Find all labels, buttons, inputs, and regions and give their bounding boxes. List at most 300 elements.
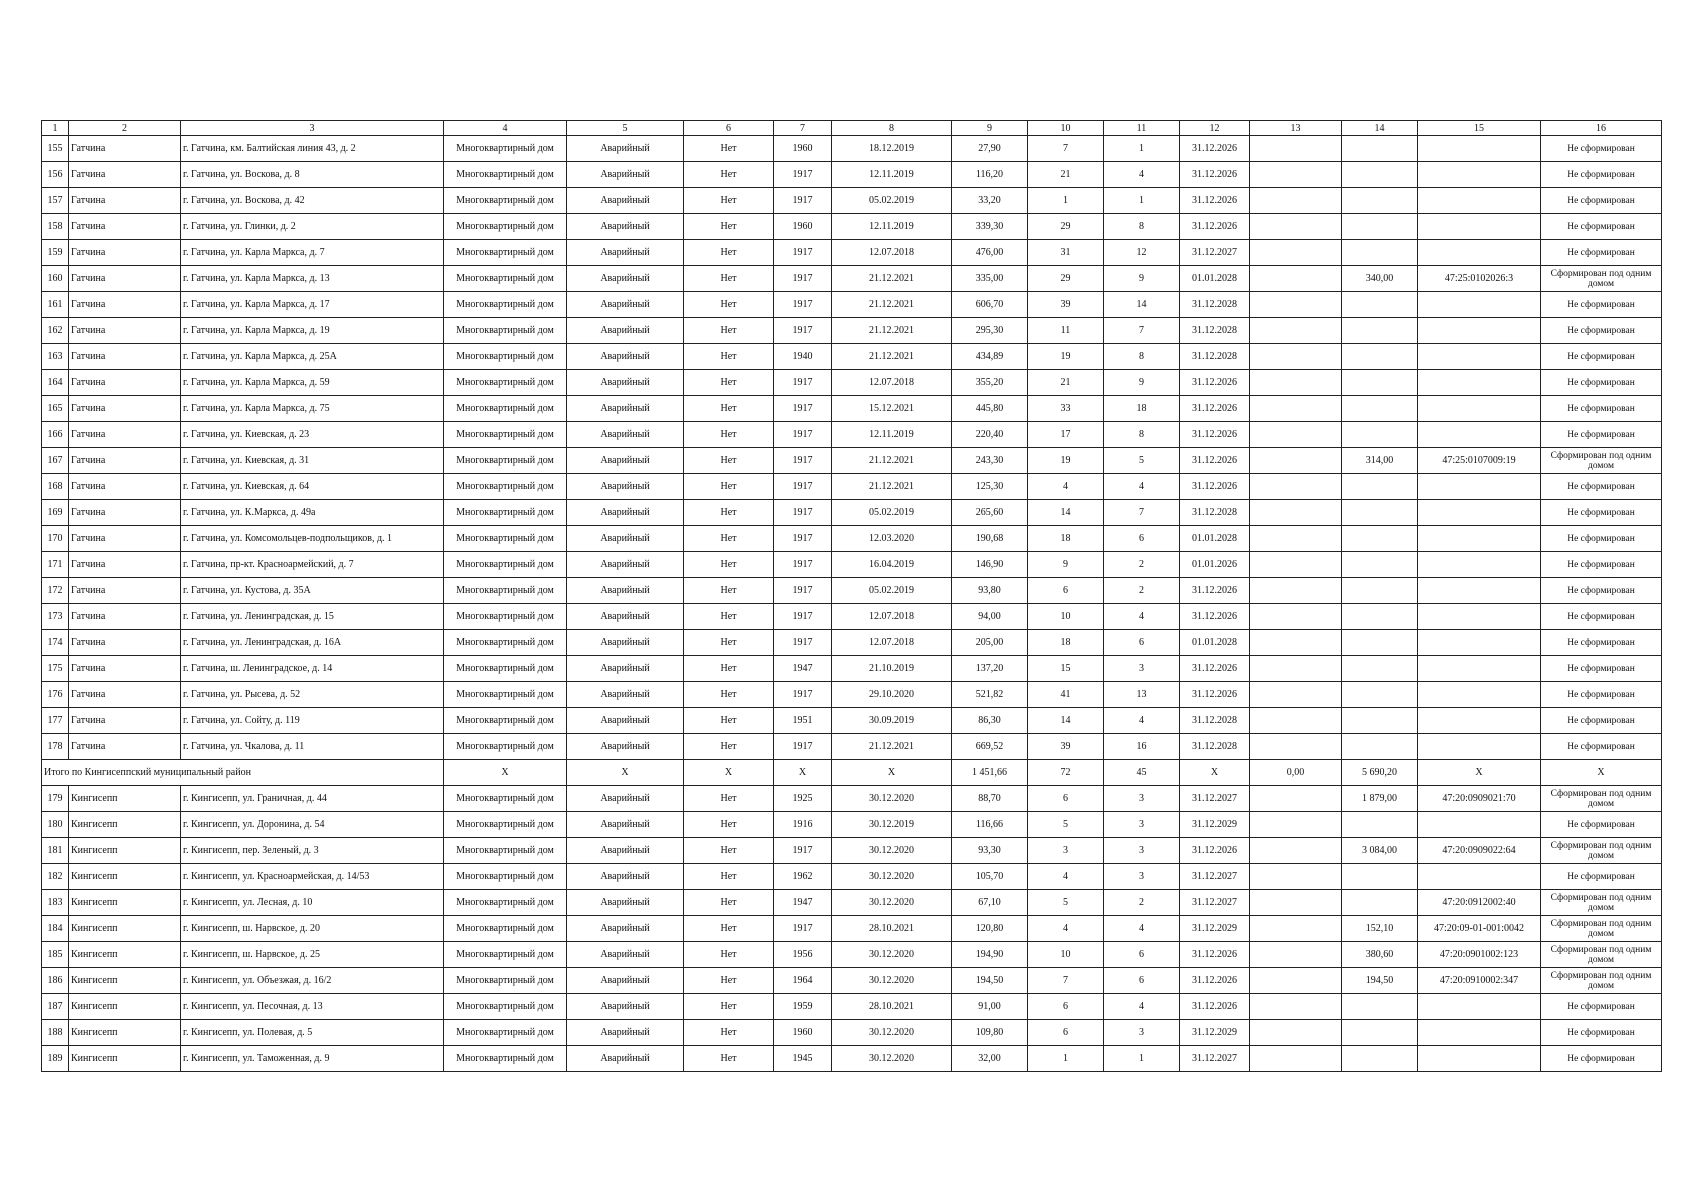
table-cell — [1250, 422, 1342, 448]
table-cell — [1342, 630, 1418, 656]
table-cell: Гатчина — [69, 682, 181, 708]
table-cell: 7 — [1028, 136, 1104, 162]
table-cell: Аварийный — [567, 318, 684, 344]
table-cell: Многоквартирный дом — [444, 734, 567, 760]
table-cell: Нет — [684, 136, 774, 162]
table-cell: 1917 — [774, 916, 832, 942]
table-cell: 152,10 — [1342, 916, 1418, 942]
table-cell: Гатчина — [69, 344, 181, 370]
table-cell: Многоквартирный дом — [444, 526, 567, 552]
table-cell: Не сформирован — [1541, 344, 1662, 370]
table-cell: Не сформирован — [1541, 578, 1662, 604]
table-cell: 30.12.2020 — [832, 864, 952, 890]
table-cell: Сформирован под одним домом — [1541, 916, 1662, 942]
table-cell: 3 — [1104, 786, 1180, 812]
table-cell: 177 — [42, 708, 69, 734]
table-cell: 47:20:0901002:123 — [1418, 942, 1541, 968]
table-cell — [1342, 682, 1418, 708]
table-cell: Кингисепп — [69, 968, 181, 994]
table-cell: Нет — [684, 266, 774, 292]
table-cell: Аварийный — [567, 1046, 684, 1072]
table-cell: 4 — [1104, 916, 1180, 942]
table-cell: Кингисепп — [69, 864, 181, 890]
table-cell: Многоквартирный дом — [444, 890, 567, 916]
table-cell: Нет — [684, 604, 774, 630]
table-cell: г. Гатчина, ул. Карла Маркса, д. 19 — [181, 318, 444, 344]
table-cell: 179 — [42, 786, 69, 812]
table-cell: 1917 — [774, 240, 832, 266]
table-cell — [1250, 630, 1342, 656]
table-cell: 31.12.2026 — [1180, 994, 1250, 1020]
table-cell: г. Гатчина, ул. Рысева, д. 52 — [181, 682, 444, 708]
table-cell: 340,00 — [1342, 266, 1418, 292]
table-cell: г. Гатчина, ш. Ленинградское, д. 14 — [181, 656, 444, 682]
table-row — [42, 500, 1662, 526]
table-cell: Аварийный — [567, 604, 684, 630]
table-cell: 15 — [1028, 656, 1104, 682]
table-cell: 120,80 — [952, 916, 1028, 942]
table-cell: 159 — [42, 240, 69, 266]
table-cell: 15.12.2021 — [832, 396, 952, 422]
table-cell: Гатчина — [69, 448, 181, 474]
table-cell: Многоквартирный дом — [444, 942, 567, 968]
table-cell: 39 — [1028, 734, 1104, 760]
table-cell: 47:20:09-01-001:0042 — [1418, 916, 1541, 942]
table-cell: Нет — [684, 188, 774, 214]
table-cell: 5 — [1028, 812, 1104, 838]
table-cell: 187 — [42, 994, 69, 1020]
table-cell: 380,60 — [1342, 942, 1418, 968]
table-cell — [1342, 890, 1418, 916]
table-cell: Гатчина — [69, 136, 181, 162]
table-cell: Нет — [684, 344, 774, 370]
table-cell: 12.03.2020 — [832, 526, 952, 552]
table-cell: 93,30 — [952, 838, 1028, 864]
table-cell: Многоквартирный дом — [444, 188, 567, 214]
table-cell: 2 — [1104, 552, 1180, 578]
table-cell: г. Гатчина, ул. Карла Маркса, д. 25А — [181, 344, 444, 370]
table-cell: 158 — [42, 214, 69, 240]
table-cell: 31.12.2026 — [1180, 474, 1250, 500]
table-cell: 33,20 — [952, 188, 1028, 214]
table-cell: Гатчина — [69, 630, 181, 656]
table-cell: Аварийный — [567, 344, 684, 370]
table-cell: Гатчина — [69, 370, 181, 396]
table-cell: 4 — [1104, 162, 1180, 188]
column-number-cell: 2 — [69, 121, 181, 136]
table-cell: 8 — [1104, 422, 1180, 448]
table-cell: Аварийный — [567, 214, 684, 240]
table-cell: Нет — [684, 292, 774, 318]
table-cell: Аварийный — [567, 188, 684, 214]
table-cell — [1342, 370, 1418, 396]
table-row — [42, 578, 1662, 604]
table-cell: 31.12.2028 — [1180, 734, 1250, 760]
table-cell: Сформирован под одним домом — [1541, 266, 1662, 292]
table-row — [42, 474, 1662, 500]
subtotal-cell: X — [1541, 760, 1662, 786]
table-cell: 5 — [1028, 890, 1104, 916]
table-row — [42, 318, 1662, 344]
table-row — [42, 1046, 1662, 1072]
table-cell: 7 — [1104, 318, 1180, 344]
table-cell — [1250, 474, 1342, 500]
table-cell: 180 — [42, 812, 69, 838]
table-cell: Гатчина — [69, 578, 181, 604]
table-cell: Нет — [684, 838, 774, 864]
table-cell: 12.11.2019 — [832, 162, 952, 188]
table-cell: Аварийный — [567, 292, 684, 318]
table-cell: 94,00 — [952, 604, 1028, 630]
table-cell: 4 — [1104, 604, 1180, 630]
table-cell: 105,70 — [952, 864, 1028, 890]
table-cell: Нет — [684, 162, 774, 188]
table-cell: 1 — [1028, 1046, 1104, 1072]
table-cell: 3 — [1104, 838, 1180, 864]
subtotal-label: Итого по Кингисеппский муниципальный район — [42, 760, 444, 786]
table-cell — [1250, 240, 1342, 266]
table-cell: 295,30 — [952, 318, 1028, 344]
table-row — [42, 734, 1662, 760]
table-cell: 1917 — [774, 838, 832, 864]
table-cell: г. Кингисепп, ул. Полевая, д. 5 — [181, 1020, 444, 1046]
table-cell: 31.12.2026 — [1180, 942, 1250, 968]
table-cell — [1250, 292, 1342, 318]
table-cell: 31.12.2026 — [1180, 136, 1250, 162]
table-cell: 47:25:0102026:3 — [1418, 266, 1541, 292]
table-cell: 4 — [1104, 708, 1180, 734]
table-cell: 12.07.2018 — [832, 604, 952, 630]
table-cell: 137,20 — [952, 656, 1028, 682]
table-cell: Многоквартирный дом — [444, 474, 567, 500]
table-cell: г. Гатчина, ул. Киевская, д. 64 — [181, 474, 444, 500]
table-cell: 12.07.2018 — [832, 630, 952, 656]
table-cell: Нет — [684, 474, 774, 500]
table-row — [42, 786, 1662, 812]
table-cell: 3 — [1104, 864, 1180, 890]
table-cell: 8 — [1104, 214, 1180, 240]
table-cell: Гатчина — [69, 188, 181, 214]
table-cell: Нет — [684, 968, 774, 994]
table-cell: 18.12.2019 — [832, 136, 952, 162]
table-cell: 1964 — [774, 968, 832, 994]
table-cell — [1342, 1020, 1418, 1046]
table-cell: Многоквартирный дом — [444, 370, 567, 396]
table-cell: 01.01.2028 — [1180, 526, 1250, 552]
table-cell: 30.09.2019 — [832, 708, 952, 734]
subtotal-cell: 72 — [1028, 760, 1104, 786]
table-cell — [1250, 500, 1342, 526]
table-cell: Нет — [684, 656, 774, 682]
table-cell: 29.10.2020 — [832, 682, 952, 708]
table-cell: 188 — [42, 1020, 69, 1046]
table-cell: Не сформирован — [1541, 136, 1662, 162]
table-cell: 14 — [1028, 708, 1104, 734]
table-cell: г. Гатчина, ул. Карла Маркса, д. 75 — [181, 396, 444, 422]
table-cell: Не сформирован — [1541, 474, 1662, 500]
table-cell: 1960 — [774, 136, 832, 162]
table-cell — [1250, 318, 1342, 344]
table-row — [42, 630, 1662, 656]
table-cell: Гатчина — [69, 604, 181, 630]
table-row — [42, 656, 1662, 682]
table-cell: 31.12.2027 — [1180, 240, 1250, 266]
table-cell: г. Кингисепп, ш. Нарвское, д. 20 — [181, 916, 444, 942]
table-cell: 21.12.2021 — [832, 448, 952, 474]
table-cell: Многоквартирный дом — [444, 318, 567, 344]
table-cell: 162 — [42, 318, 69, 344]
table-cell: Гатчина — [69, 708, 181, 734]
table-cell: Многоквартирный дом — [444, 916, 567, 942]
table-cell: 335,00 — [952, 266, 1028, 292]
table-cell: 31.12.2028 — [1180, 500, 1250, 526]
table-cell — [1418, 136, 1541, 162]
table-cell — [1418, 240, 1541, 266]
table-cell: 183 — [42, 890, 69, 916]
table-cell: Не сформирован — [1541, 396, 1662, 422]
table-cell: Нет — [684, 526, 774, 552]
table-cell: Аварийный — [567, 422, 684, 448]
table-cell: Аварийный — [567, 162, 684, 188]
table-cell: Аварийный — [567, 890, 684, 916]
table-cell: г. Гатчина, ул. Кустова, д. 35А — [181, 578, 444, 604]
table-cell: г. Гатчина, ул. Воскова, д. 42 — [181, 188, 444, 214]
table-cell: Аварийный — [567, 786, 684, 812]
table-cell — [1250, 136, 1342, 162]
table-row — [42, 864, 1662, 890]
table-cell: 7 — [1028, 968, 1104, 994]
table-cell: Нет — [684, 578, 774, 604]
table-row — [42, 604, 1662, 630]
table-row — [42, 994, 1662, 1020]
table-cell: Аварийный — [567, 812, 684, 838]
table-cell: 8 — [1104, 344, 1180, 370]
table-cell: 19 — [1028, 448, 1104, 474]
table-cell: Аварийный — [567, 682, 684, 708]
table-cell: 47:25:0107009:19 — [1418, 448, 1541, 474]
table-cell: Многоквартирный дом — [444, 578, 567, 604]
table-cell: Аварийный — [567, 734, 684, 760]
table-cell: 31.12.2027 — [1180, 1046, 1250, 1072]
table-cell: 1 — [1104, 1046, 1180, 1072]
table-cell: Аварийный — [567, 526, 684, 552]
table-cell: Аварийный — [567, 1020, 684, 1046]
table-cell — [1250, 864, 1342, 890]
table-cell: 14 — [1028, 500, 1104, 526]
table-cell: 1947 — [774, 890, 832, 916]
table-cell — [1418, 812, 1541, 838]
subtotal-cell: 0,00 — [1250, 760, 1342, 786]
table-cell — [1418, 292, 1541, 318]
column-number-cell: 1 — [42, 121, 69, 136]
table-cell: 21.12.2021 — [832, 474, 952, 500]
table-row — [42, 370, 1662, 396]
column-number-header — [42, 121, 1662, 136]
table-cell: Многоквартирный дом — [444, 396, 567, 422]
table-cell: 1917 — [774, 422, 832, 448]
table-cell: Аварийный — [567, 968, 684, 994]
table-cell — [1250, 656, 1342, 682]
table-cell: 31 — [1028, 240, 1104, 266]
table-cell: 31.12.2026 — [1180, 448, 1250, 474]
table-cell: Нет — [684, 552, 774, 578]
column-number-cell: 14 — [1342, 121, 1418, 136]
table-cell: 205,00 — [952, 630, 1028, 656]
table-cell: Многоквартирный дом — [444, 292, 567, 318]
table-cell — [1342, 422, 1418, 448]
table-cell — [1342, 994, 1418, 1020]
subtotal-cell: X — [1418, 760, 1541, 786]
table-cell: 16 — [1104, 734, 1180, 760]
table-cell: 9 — [1104, 266, 1180, 292]
table-cell: Нет — [684, 994, 774, 1020]
table-cell: Гатчина — [69, 240, 181, 266]
table-cell: Не сформирован — [1541, 292, 1662, 318]
table-cell: Гатчина — [69, 318, 181, 344]
table-cell: 178 — [42, 734, 69, 760]
table-cell: 91,00 — [952, 994, 1028, 1020]
column-number-cell: 15 — [1418, 121, 1541, 136]
table-cell: 18 — [1104, 396, 1180, 422]
table-cell: 47:20:0909021:70 — [1418, 786, 1541, 812]
table-cell: Аварийный — [567, 370, 684, 396]
table-cell: Нет — [684, 448, 774, 474]
table-cell: Нет — [684, 708, 774, 734]
table-cell: 171 — [42, 552, 69, 578]
table-cell: Нет — [684, 916, 774, 942]
table-cell: Не сформирован — [1541, 214, 1662, 240]
table-cell — [1250, 994, 1342, 1020]
table-cell: Многоквартирный дом — [444, 162, 567, 188]
table-cell — [1418, 578, 1541, 604]
table-row — [42, 968, 1662, 994]
table-cell: г. Кингисепп, ул. Лесная, д. 10 — [181, 890, 444, 916]
table-cell: Гатчина — [69, 500, 181, 526]
table-cell: Аварийный — [567, 578, 684, 604]
table-cell: 6 — [1104, 968, 1180, 994]
table-cell: 125,30 — [952, 474, 1028, 500]
table-cell: Нет — [684, 1020, 774, 1046]
table-cell: Не сформирован — [1541, 1046, 1662, 1072]
table-cell: 1 — [1104, 136, 1180, 162]
table-cell: 4 — [1028, 864, 1104, 890]
table-cell: Многоквартирный дом — [444, 1020, 567, 1046]
table-cell: Не сформирован — [1541, 682, 1662, 708]
table-cell: Аварийный — [567, 500, 684, 526]
table-cell: Аварийный — [567, 994, 684, 1020]
table-cell — [1250, 214, 1342, 240]
table-cell — [1250, 682, 1342, 708]
table-cell: Гатчина — [69, 214, 181, 240]
table-cell: 1956 — [774, 942, 832, 968]
table-cell — [1418, 682, 1541, 708]
column-number-cell: 11 — [1104, 121, 1180, 136]
table-cell: Гатчина — [69, 734, 181, 760]
table-cell: 2 — [1104, 890, 1180, 916]
table-cell: 31.12.2026 — [1180, 968, 1250, 994]
table-row — [42, 266, 1662, 292]
column-number-cell: 12 — [1180, 121, 1250, 136]
table-cell: г. Кингисепп, ш. Нарвское, д. 25 — [181, 942, 444, 968]
table-cell: Не сформирован — [1541, 188, 1662, 214]
table-cell: Гатчина — [69, 292, 181, 318]
table-cell: 1947 — [774, 656, 832, 682]
table-cell: Сформирован под одним домом — [1541, 968, 1662, 994]
table-cell: 01.01.2028 — [1180, 630, 1250, 656]
table-cell: Аварийный — [567, 630, 684, 656]
table-cell: 4 — [1104, 994, 1180, 1020]
table-cell — [1418, 162, 1541, 188]
table-cell: 31.12.2029 — [1180, 1020, 1250, 1046]
table-cell: 31.12.2026 — [1180, 422, 1250, 448]
table-cell: 1925 — [774, 786, 832, 812]
table-cell: 9 — [1028, 552, 1104, 578]
table-cell — [1418, 604, 1541, 630]
table-cell: Нет — [684, 500, 774, 526]
table-cell: 6 — [1028, 1020, 1104, 1046]
table-cell: Не сформирован — [1541, 552, 1662, 578]
table-cell: Нет — [684, 214, 774, 240]
table-cell: Многоквартирный дом — [444, 786, 567, 812]
table-cell: Многоквартирный дом — [444, 214, 567, 240]
table-cell: 31.12.2028 — [1180, 292, 1250, 318]
table-cell — [1418, 214, 1541, 240]
table-cell — [1250, 162, 1342, 188]
table-cell: 1917 — [774, 292, 832, 318]
table-cell: 161 — [42, 292, 69, 318]
table-cell: 1917 — [774, 188, 832, 214]
table-cell: 39 — [1028, 292, 1104, 318]
table-cell: 18 — [1028, 526, 1104, 552]
table-cell: Не сформирован — [1541, 240, 1662, 266]
subtotal-cell: X — [774, 760, 832, 786]
table-cell: 314,00 — [1342, 448, 1418, 474]
table-cell: г. Гатчина, ул. Карла Маркса, д. 7 — [181, 240, 444, 266]
table-cell: Кингисепп — [69, 994, 181, 1020]
table-cell: 47:20:0909022:64 — [1418, 838, 1541, 864]
table-row — [42, 942, 1662, 968]
table-cell — [1342, 864, 1418, 890]
table-cell — [1342, 292, 1418, 318]
table-cell: 16.04.2019 — [832, 552, 952, 578]
table-cell — [1418, 734, 1541, 760]
table-cell: 169 — [42, 500, 69, 526]
table-cell: 31.12.2026 — [1180, 370, 1250, 396]
table-cell: г. Кингисепп, ул. Песочная, д. 13 — [181, 994, 444, 1020]
table-cell: 32,00 — [952, 1046, 1028, 1072]
table-cell — [1342, 396, 1418, 422]
table-cell: 166 — [42, 422, 69, 448]
table-cell: 220,40 — [952, 422, 1028, 448]
table-cell: 164 — [42, 370, 69, 396]
table-cell: 156 — [42, 162, 69, 188]
subtotal-cell: X — [444, 760, 567, 786]
table-cell: Не сформирован — [1541, 708, 1662, 734]
table-cell — [1418, 344, 1541, 370]
table-cell: Многоквартирный дом — [444, 708, 567, 734]
table-cell: 1959 — [774, 994, 832, 1020]
table-cell: 19 — [1028, 344, 1104, 370]
table-cell: Гатчина — [69, 474, 181, 500]
table-cell: 265,60 — [952, 500, 1028, 526]
table-cell: Не сформирован — [1541, 604, 1662, 630]
table-cell: Многоквартирный дом — [444, 682, 567, 708]
table-cell — [1250, 890, 1342, 916]
table-cell: 6 — [1028, 994, 1104, 1020]
table-cell: г. Гатчина, ул. Глинки, д. 2 — [181, 214, 444, 240]
table-cell: Нет — [684, 864, 774, 890]
table-cell: Многоквартирный дом — [444, 630, 567, 656]
